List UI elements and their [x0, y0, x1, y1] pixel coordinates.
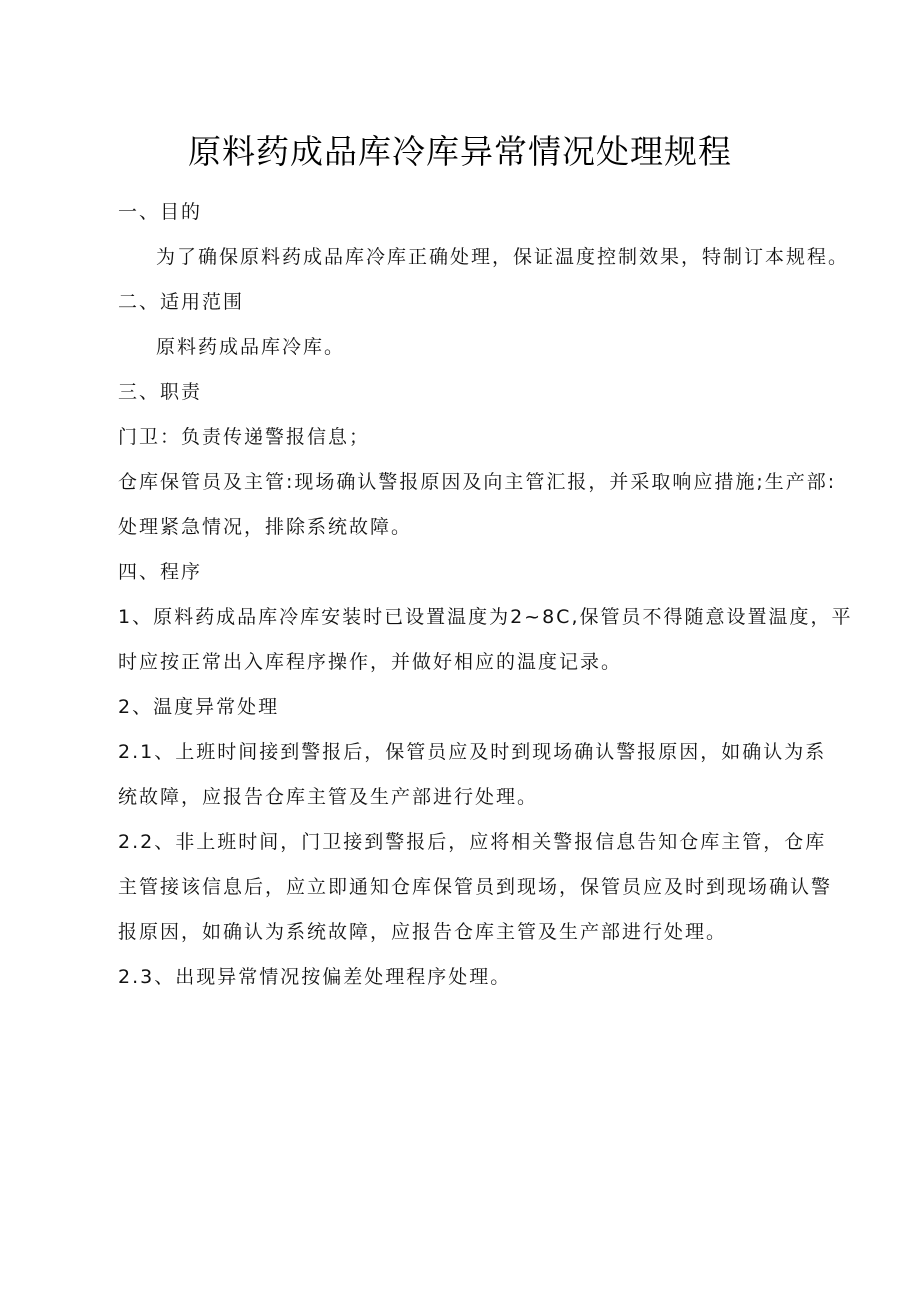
procedure-1-line-1: 1、原料药成品库冷库安装时已设置温度为2~8C,保管员不得随意设置温度，平	[118, 606, 853, 628]
section-heading-responsibilities: 三、职责	[118, 381, 203, 403]
procedure-1-line-2: 时应按正常出入库程序操作，并做好相应的温度记录。	[118, 651, 623, 673]
procedure-2-1-line-1: 2.1、上班时间接到警报后，保管员应及时到现场确认警报原因，如确认为系	[118, 741, 827, 763]
procedure-2-2-line-2: 主管接该信息后，应立即通知仓库保管员到现场，保管员应及时到现场确认警	[118, 876, 833, 898]
procedure-2-heading: 2、温度异常处理	[118, 696, 280, 718]
responsibility-warehouse-line-2: 处理紧急情况，排除系统故障。	[118, 516, 413, 538]
responsibility-guard: 门卫：负责传递警报信息；	[118, 426, 371, 448]
document-title: 原料药成品库冷库异常情况处理规程	[188, 132, 732, 171]
section-heading-procedure: 四、程序	[118, 561, 203, 583]
procedure-2-3-line-1: 2.3、出现异常情况按偏差处理程序处理。	[118, 966, 512, 988]
section-heading-scope: 二、适用范围	[118, 291, 245, 313]
scope-text: 原料药成品库冷库。	[156, 336, 346, 358]
responsibility-warehouse-line-1: 仓库保管员及主管:现场确认警报原因及向主管汇报，并采取响应措施;生产部:	[118, 471, 837, 493]
procedure-2-1-line-2: 统故障，应报告仓库主管及生产部进行处理。	[118, 786, 539, 808]
purpose-text: 为了确保原料药成品库冷库正确处理，保证温度控制效果，特制订本规程。	[156, 246, 850, 268]
procedure-2-2-line-1: 2.2、非上班时间，门卫接到警报后，应将相关警报信息告知仓库主管，仓库	[118, 831, 827, 853]
section-heading-purpose: 一、目的	[118, 201, 203, 223]
procedure-2-2-line-3: 报原因，如确认为系统故障，应报告仓库主管及生产部进行处理。	[118, 921, 728, 943]
